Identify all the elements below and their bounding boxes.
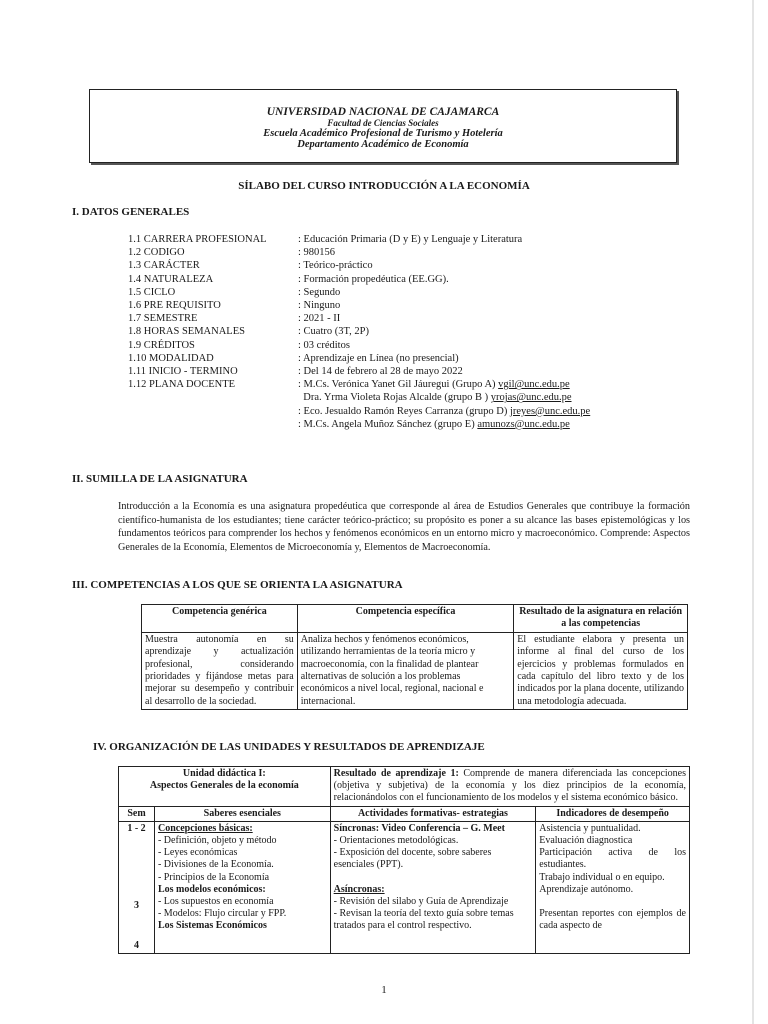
list-item: - Leyes económicas — [157, 847, 238, 859]
learning-result-label: Resultado de aprendizaje 1: — [333, 768, 459, 779]
general-value: : Aprendizaje en Línea (no presencial) — [298, 352, 459, 364]
table-cell: El estudiante elabora y presenta un informe al final del curso de los ejercicios y problemas formulados en cada capítulo del libro texto y de los indicados por la plana docente, utilizando una metodología adecuada. — [514, 632, 688, 709]
staff-row — [128, 418, 590, 431]
university-name: UNIVERSIDAD NACIONAL DE CAJAMARCA — [266, 106, 500, 118]
unit-title: Unidad didáctica I: — [182, 768, 266, 779]
general-row — [128, 233, 590, 246]
list-item: Aprendizaje autónomo. — [539, 883, 634, 895]
week-number: 1 - 2 — [127, 822, 146, 834]
staff-email-link[interactable]: jreyes@unc.edu.pe — [509, 405, 591, 417]
column-header: Saberes esenciales — [154, 806, 330, 821]
staff-name: Dra. Yrma Violeta Rojas Alcalde (grupo B ) — [298, 392, 491, 404]
staff-name: : M.Cs. Angela Muñoz Sánchez (grupo E) — [298, 418, 478, 430]
actividades-heading: Síncronas: Video Conferencia – G. Meet — [333, 822, 505, 834]
list-item: Asistencia y puntualidad. — [539, 822, 641, 834]
list-item: - Principios de la Economía — [157, 871, 270, 883]
column-header: Resultado de la asignatura en relación a las competencias — [514, 605, 688, 633]
staff-entry — [298, 391, 572, 404]
week-number: 4 — [133, 939, 139, 951]
general-key: 1.6 PRE REQUISITO — [128, 300, 221, 312]
general-value: : Segundo — [298, 286, 341, 298]
indicadores-cell — [536, 821, 690, 953]
list-item: - Exposición del docente, sobre saberes esenciales (PPT). — [333, 847, 492, 871]
staff-entry — [298, 378, 570, 391]
general-key: 1.3 CARÁCTER — [128, 260, 200, 272]
general-value: : Ninguno — [298, 300, 341, 312]
list-item: Trabajo individual o en equipo. — [539, 871, 665, 883]
list-item: Participación activa de los estudiantes. — [539, 847, 686, 871]
staff-entry — [298, 405, 590, 418]
department-name: Departamento Académico de Economía — [297, 139, 469, 150]
list-item: - Divisiones de la Economía. — [157, 859, 274, 871]
week-cell — [119, 821, 155, 953]
general-row — [128, 312, 590, 325]
general-value: : 2021 - II — [298, 313, 341, 325]
general-key: 1.4 NATURALEZA — [128, 273, 214, 285]
week-number: 3 — [133, 899, 139, 911]
staff-email-link[interactable]: yrojas@unc.edu.pe — [490, 392, 572, 404]
staff-key: 1.12 PLANA DOCENTE — [128, 379, 236, 391]
column-header: Indicadores de desempeño — [536, 806, 690, 821]
general-key: 1.10 MODALIDAD — [128, 352, 214, 364]
saberes-heading: Los modelos económicos: — [157, 883, 266, 895]
page-edge — [752, 0, 754, 1024]
school-name: Escuela Académico Profesional de Turismo y Hotelería — [263, 128, 503, 139]
sumilla-paragraph: Introducción a la Economía es una asignatura propedéutica que corresponde al área de Estudios Generales que contribuye la formación científico-humanista de los estudiantes; tiene carácter teórico-práctico; su propósito es poner a su alcance las bases epistemológicas y los fundamentos teóricos para comprender los hechos y fenómenos económicos en un entorno micro y macroeconómico. Comprende: Aspectos Generales de la Economía, Elementos de Microeconomía y, Elementos de Macroeconomía. — [118, 501, 690, 553]
staff-email-link[interactable]: amunozs@unc.edu.pe — [477, 418, 570, 430]
general-data-list — [128, 233, 590, 431]
saberes-heading: Los Sistemas Económicos — [157, 920, 267, 932]
general-row — [128, 365, 590, 378]
general-value: : 03 créditos — [298, 339, 350, 351]
saberes-cell — [154, 821, 330, 953]
general-row — [128, 325, 590, 338]
general-value: : Teórico-práctico — [298, 260, 373, 272]
general-value: : Educación Primaria (D y E) y Lenguaje y Literatura — [298, 234, 523, 245]
learning-result-text: Comprende de manera diferenciada las concepciones (objetiva y subjetiva) de la economía y los diez principios de la economía, relacionándolos con el funcionamiento de los modelos y el sistema económico básico. — [333, 768, 686, 804]
staff-row — [128, 391, 590, 404]
list-item: - Revisan la teoría del texto guía sobre temas tratados para el control respectivo. — [333, 908, 514, 932]
unit-header-row — [119, 767, 690, 807]
table-header-row — [119, 806, 690, 821]
competencias-table — [141, 604, 688, 710]
column-header: Competencia genérica — [142, 605, 298, 633]
table-cell: Muestra autonomía en su aprendizaje y actualización profesional, considerando prioridades y fijándose metas para mejorar su desempeño y contribuir al desarrollo de la sociedad. — [142, 632, 298, 709]
unidades-table — [118, 766, 690, 954]
general-value: : 980156 — [298, 247, 336, 259]
general-key: 1.5 CICLO — [128, 286, 176, 298]
section-heading-competencias: III. COMPETENCIAS A LOS QUE SE ORIENTA LA ASIGNATURA — [72, 579, 403, 591]
document-title: SÍLABO DEL CURSO INTRODUCCIÓN A LA ECONOMÍA — [238, 180, 530, 192]
column-header: Actividades formativas- estrategias — [330, 806, 536, 821]
general-value: : Del 14 de febrero al 28 de mayo 2022 — [298, 366, 463, 378]
table-row — [142, 632, 688, 709]
page-number: 1 — [381, 984, 387, 996]
list-item: - Definición, objeto y método — [157, 835, 277, 847]
general-row — [128, 352, 590, 365]
general-value: : Formación propedéutica (EE.GG). — [298, 273, 449, 285]
table-row — [119, 821, 690, 953]
staff-name: : Eco. Jesualdo Ramón Reyes Carranza (grupo D) — [298, 405, 510, 417]
list-item: - Orientaciones metodológicas. — [333, 835, 459, 847]
section-heading-organizacion: IV. ORGANIZACIÓN DE LAS UNIDADES Y RESULTADOS DE APRENDIZAJE — [93, 741, 485, 753]
general-key: 1.7 SEMESTRE — [128, 313, 198, 325]
list-item: - Modelos: Flujo circular y FPP. — [157, 908, 287, 920]
general-value: : Cuatro (3T, 2P) — [298, 326, 369, 338]
unit-title-cell — [119, 767, 331, 807]
general-key: 1.2 CODIGO — [128, 247, 185, 259]
general-key: 1.8 HORAS SEMANALES — [128, 326, 245, 338]
list-item: Presentan reportes con ejemplos de cada aspecto de — [539, 908, 686, 932]
general-row — [128, 299, 590, 312]
staff-row — [128, 378, 590, 391]
institution-header — [89, 89, 677, 163]
table-header-row — [142, 605, 688, 633]
section-heading-general: I. DATOS GENERALES — [72, 206, 190, 218]
learning-result-cell — [330, 767, 689, 807]
staff-entry — [298, 418, 570, 431]
general-row — [128, 259, 590, 272]
general-row — [128, 246, 590, 259]
general-row — [128, 273, 590, 286]
actividades-cell — [330, 821, 536, 953]
staff-row — [128, 405, 590, 418]
general-key: 1.1 CARRERA PROFESIONAL — [128, 234, 267, 245]
staff-email-link[interactable]: vgil@unc.edu.pe — [498, 379, 570, 391]
general-row — [128, 286, 590, 299]
list-item: - Los supuestos en economía — [157, 896, 274, 908]
list-item: - Revisión del silabo y Guía de Aprendizaje — [333, 895, 509, 907]
general-key: 1.11 INICIO - TERMINO — [128, 366, 238, 378]
faculty-name: Facultad de Ciencias Sociales — [327, 118, 439, 128]
section-heading-sumilla: II. SUMILLA DE LA ASIGNATURA — [72, 473, 248, 485]
general-key: 1.9 CRÉDITOS — [128, 339, 195, 351]
column-header: Sem — [119, 806, 155, 821]
table-cell: Analiza hechos y fenómenos económicos, utilizando herramientas de la teoría micro y macroeconomía, con la finalidad de plantear alternativas de solución a los problemas económicos a nivel local, regional, nacional e internacional. — [297, 632, 514, 709]
staff-name: : M.Cs. Verónica Yanet Gil Jáuregui (Grupo A) — [298, 379, 499, 391]
column-header: Competencia específica — [297, 605, 514, 633]
general-row — [128, 339, 590, 352]
unit-subtitle: Aspectos Generales de la economía — [149, 780, 299, 792]
list-item: Evaluación diagnostica — [539, 835, 633, 847]
actividades-heading: Asíncronas: — [333, 883, 385, 895]
saberes-heading: Concepciones básicas: — [157, 822, 253, 834]
